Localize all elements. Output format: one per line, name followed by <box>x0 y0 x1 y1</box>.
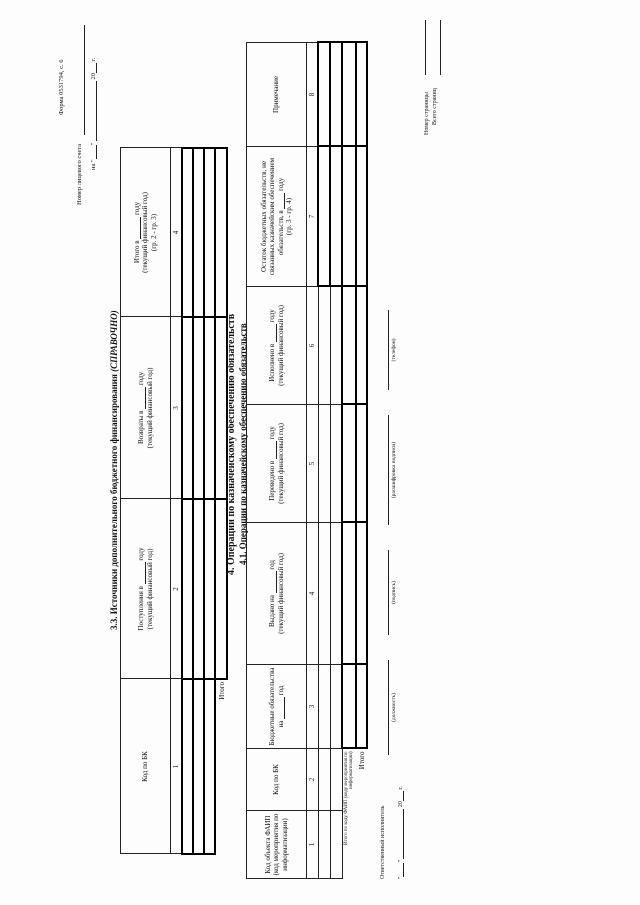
table-row <box>318 43 330 879</box>
name-line <box>388 415 389 525</box>
col-number: 5 <box>307 405 319 523</box>
col-number: 1 <box>307 811 319 879</box>
col-number: 4 <box>307 523 319 665</box>
section-33-title: 3.3. Источники дополнительного бюджетного финансирования (СПРАВОЧНО) <box>109 310 119 630</box>
col-number: 4 <box>171 148 183 317</box>
phone-line <box>388 310 389 390</box>
section-4-title: 4. Операции по казначейскому обеспечению обязательств <box>226 313 237 575</box>
col-header-note: Примечание <box>247 43 307 147</box>
table-row <box>330 43 342 879</box>
col-header-faip-code: Код объекта ФАИП (код мероприятия по информатизации) <box>247 811 307 879</box>
col-header-transferred: Переведено в году (текущий финансовый год) <box>247 405 307 523</box>
col-number: 3 <box>307 665 319 749</box>
col-number: 6 <box>307 287 319 405</box>
col-header-returns: Возвраты в году (текущий финансовый год) <box>121 317 171 499</box>
page-number-label: Номер страницы <box>424 92 430 135</box>
col-number: 7 <box>307 147 319 287</box>
date-mid: " <box>90 142 97 146</box>
col-header-receipts: Поступления в году (текущий финансовый год) <box>121 499 171 679</box>
table-row <box>182 148 193 854</box>
subtotal-row <box>342 43 356 879</box>
total-pages-label: Всего страниц <box>432 88 438 125</box>
date-year-suffix: г. <box>90 57 97 62</box>
responsible-label: Ответственный исполнитель <box>380 805 386 879</box>
position-line <box>388 660 389 755</box>
col-number: 8 <box>307 43 319 147</box>
header-date <box>90 58 97 170</box>
page-number-line <box>425 20 426 75</box>
table-row <box>193 148 204 854</box>
col-header-executed: Исполнено в году (текущий финансовый год) <box>247 287 307 405</box>
position-caption: (должность) <box>391 693 397 722</box>
col-number: 1 <box>171 679 183 854</box>
signature-date: "" 20 г. <box>398 786 404 879</box>
date-year: 20 <box>90 72 97 80</box>
col-header-issued: Выдано на год (текущий финансовый год) <box>247 523 307 665</box>
signature-line <box>388 550 389 635</box>
total-row <box>356 43 367 879</box>
col-header-kbk: Код по БК <box>121 679 171 854</box>
table-row <box>204 148 215 854</box>
section-41-subtitle: 4.1. Операции по казначейскому обеспечению обязательств <box>238 323 248 565</box>
col-number: 3 <box>171 317 183 499</box>
col-header-budget-obligations: Бюджетные обязательства на год <box>247 665 307 749</box>
account-number-line <box>84 25 85 135</box>
name-caption: (расшифровка подписи) <box>391 441 397 499</box>
signature-caption: (подпись) <box>391 581 397 604</box>
table-section-41 <box>246 42 368 880</box>
table-section-33 <box>120 147 228 855</box>
total-pages-line <box>440 20 441 75</box>
date-prefix: на " <box>90 159 97 170</box>
col-header-remainder: Остаток бюджетных обязательств, не связанных казначейским обеспечением обязательств, в году (гр. 3 - гр. 4) <box>247 147 307 287</box>
account-number-label: Номер лицевого счета <box>76 143 83 205</box>
col-header-kbk: Код по БК <box>247 749 307 811</box>
subtotal-label: Итого по коду ФАИП (коду мероприятия по информатизации) <box>343 751 355 845</box>
phone-caption: (телефон) <box>391 338 397 362</box>
total-label: Итого <box>215 679 227 854</box>
col-header-total: Итого в году (текущий финансовый год) (гр. 2 - гр. 3) <box>121 148 171 317</box>
col-number: 2 <box>307 749 319 811</box>
total-label: Итого <box>357 751 366 770</box>
form-number: Форма 0531794, с. 6 <box>58 59 65 115</box>
section-33-note: (СПРАВОЧНО) <box>109 310 119 372</box>
col-number: 2 <box>171 499 183 679</box>
